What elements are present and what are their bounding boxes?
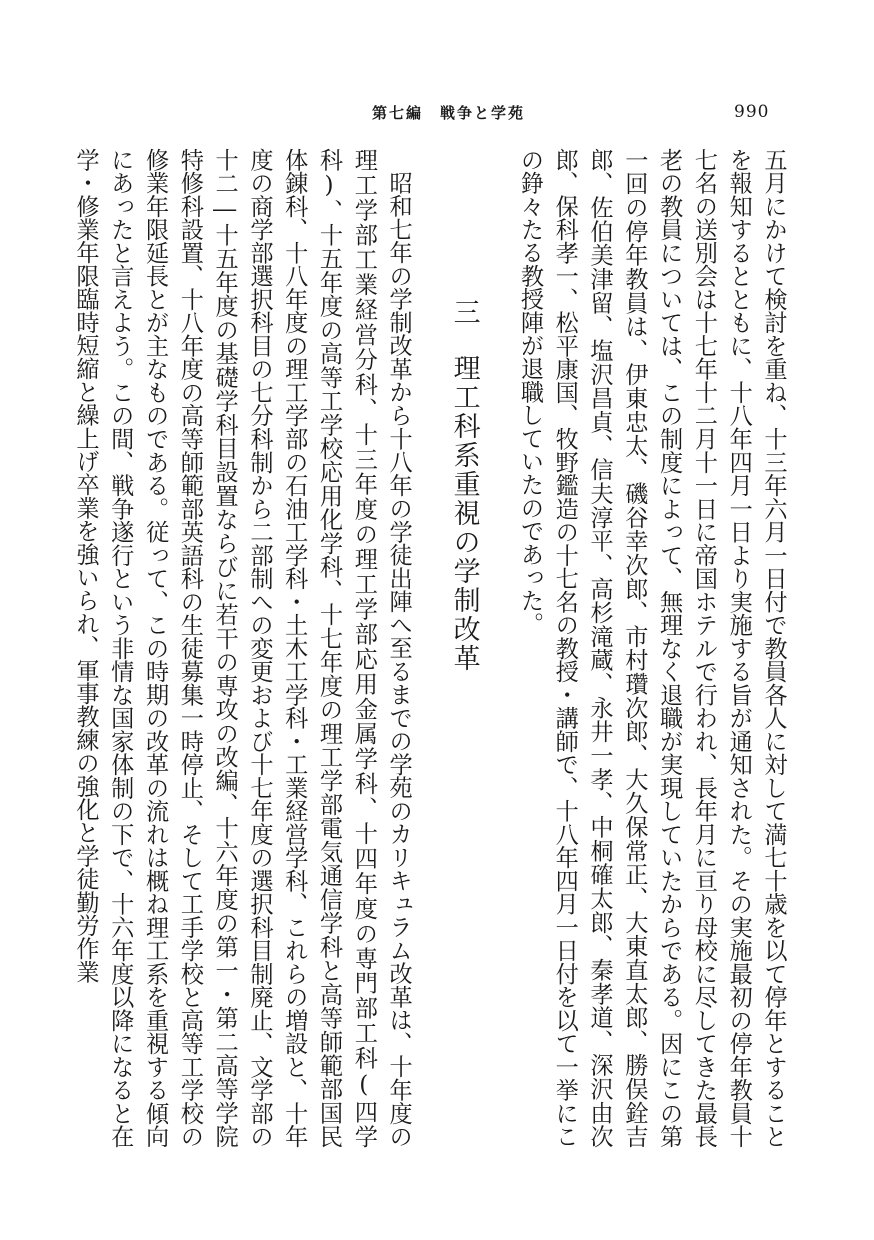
section-heading [415, 148, 512, 1148]
vertical-body-text [71, 148, 790, 1148]
section-number: 三 [448, 298, 480, 327]
section-title: 理工科系重視の学制改革 [448, 354, 480, 673]
paragraph: 昭和七年の学制改革から十八年の学徒出陣へ至るまでの学苑のカリキュラム改革は、十年度の理工学部工業経営分科、十三年度の理工学部応用金属学科、十四年度の専門部工科(四学科)、十五年度の高等工学校応用化学科、十七年度の理工学部電気通信学科と高等師範部国民体錬科、十八年度の理工学部の石油工学科・土木工学科・工業経営学科、これらの増設と、十年度の商学部選択科目の七分科制から二部制への変更および十七年度の選択科目制廃止、文学部の十二―十五年度の基礎学科目設置ならびに若干の専攻の改編、十六年度の第一・第二高等学院特修科設置、十八年度の高等師範部英語科の生徒募集一時停止、そして工手学校と高等工学校の修業年限延長とが主なものである。従って、この時期の改革の流れは概ね理工系を重視する傾向にあったと言えよう。この間、戦争遂行という非情な国家体制の下で、十六年度以降になると在学・修業年限臨時短縮と繰上げ卒業を強いられ、軍事教練の強化と学徒勤労作業 [71, 148, 413, 1148]
paragraph-continued: 五月にかけて検討を重ね、十三年六月一日付で教員各人に対して満七十歳を以て停年とすることを報知するとともに、十八年四月一日より実施する旨が通知された。その実施最初の停年教員十七名の送別会は十七年十二月十一日に帝国ホテルで行われ、長年月に亘り母校に尽してきた最長老の教員については、この制度によって、無理なく退職が実現していたからである。因にこの第一回の停年教員は、伊東忠太、磯谷幸次郎、市村瓚次郎、大久保常正、大東直太郎、勝俣銓吉郎、佐伯美津留、塩沢昌貞、信夫淳平、高杉滝蔵、永井一孝、中桐確太郎、秦孝道、深沢由次郎、保科孝一、松平康国、牧野鑑造の十七名の教授・講師で、十八年四月一日付を以て一挙にこの錚々たる教授陣が退職していたのであった。 [516, 148, 787, 1148]
page-header [0, 98, 874, 132]
running-title: 第七編 戦争と学苑 [372, 104, 526, 122]
page-number: 990 [734, 102, 770, 122]
